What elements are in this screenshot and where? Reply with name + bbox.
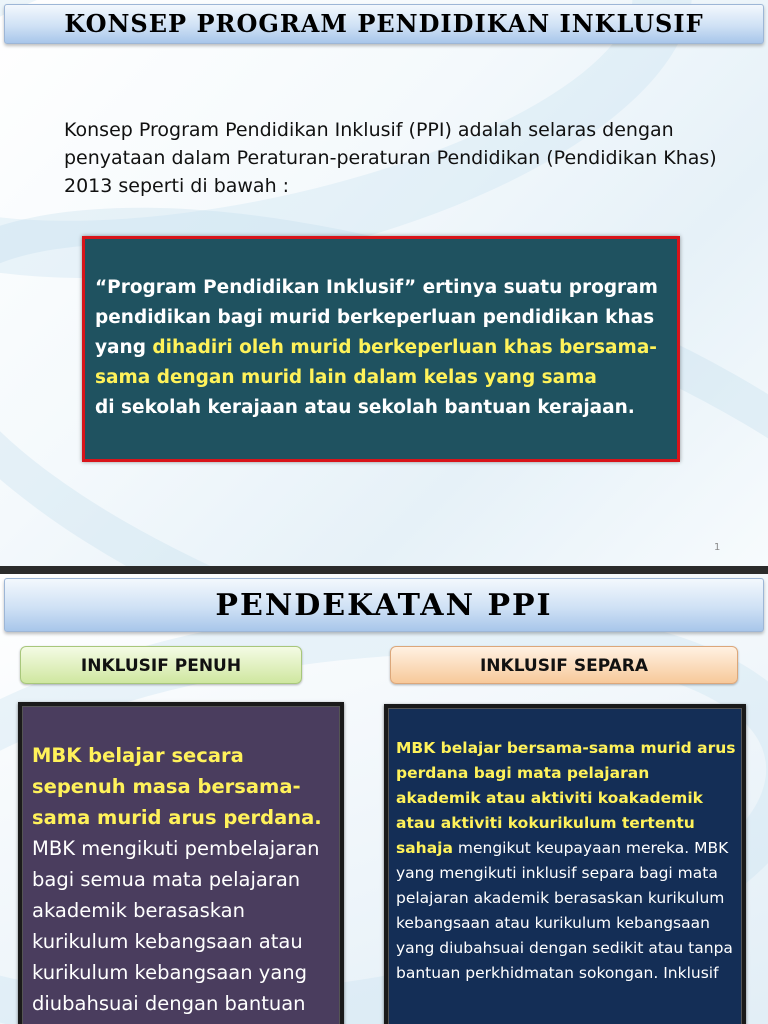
intro-paragraph: Konsep Program Pendidikan Inklusif (PPI) adalah selaras dengan penyataan dalam Peraturan-peraturan Pendidikan (Pendidikan Khas) 2013 seperti di bawah : [64, 119, 717, 197]
inklusif-separa-heading: INKLUSIF SEPARA [390, 646, 738, 684]
quote-text: “Program Pendidikan Inklusif” ertinya suatu program pendidikan bagi murid berkeperluan pendidikan khas yang [95, 277, 658, 358]
separa-body: mengikut keupayaan mereka. MBK yang mengikuti inklusif separa bagi mata pelajaran akademik berasaskan kurikulum kebangsaan atau kurikulum kebangsaan yang diubahsuai dengan sedikit atau tanpa bantuan perkhidmatan sokongan. Inklusif [396, 839, 733, 982]
slide-title: PENDEKATAN PPI [4, 578, 764, 632]
page-number: 1 [714, 542, 721, 553]
inklusif-separa-box [384, 704, 746, 1024]
inklusif-penuh-heading: INKLUSIF PENUH [20, 646, 302, 684]
quote-text-end: di sekolah kerajaan atau sekolah bantuan kerajaan. [95, 397, 635, 418]
definition-quote-box [82, 236, 680, 462]
slide-title: KONSEP PROGRAM PENDIDIKAN INKLUSIF [4, 4, 764, 44]
quote-highlight: dihadiri oleh murid berkeperluan khas bersama-sama dengan murid lain dalam kelas yang sama [95, 337, 657, 388]
separa-highlight: MBK belajar bersama-sama murid arus perdana bagi mata pelajaran akademik atau aktiviti koakademik atau aktiviti kokurikulum tertentu sahaja [396, 739, 736, 857]
slide-2 [0, 574, 768, 1024]
inklusif-penuh-box [18, 702, 344, 1024]
penuh-body: MBK mengikuti pembelajaran bagi semua mata pelajaran akademik berasaskan kurikulum kebangsaan atau kurikulum kebangsaan yang diubahsuai dengan bantuan [32, 837, 320, 1015]
penuh-highlight: MBK belajar secara sepenuh masa bersama-sama murid arus perdana. [32, 744, 322, 829]
